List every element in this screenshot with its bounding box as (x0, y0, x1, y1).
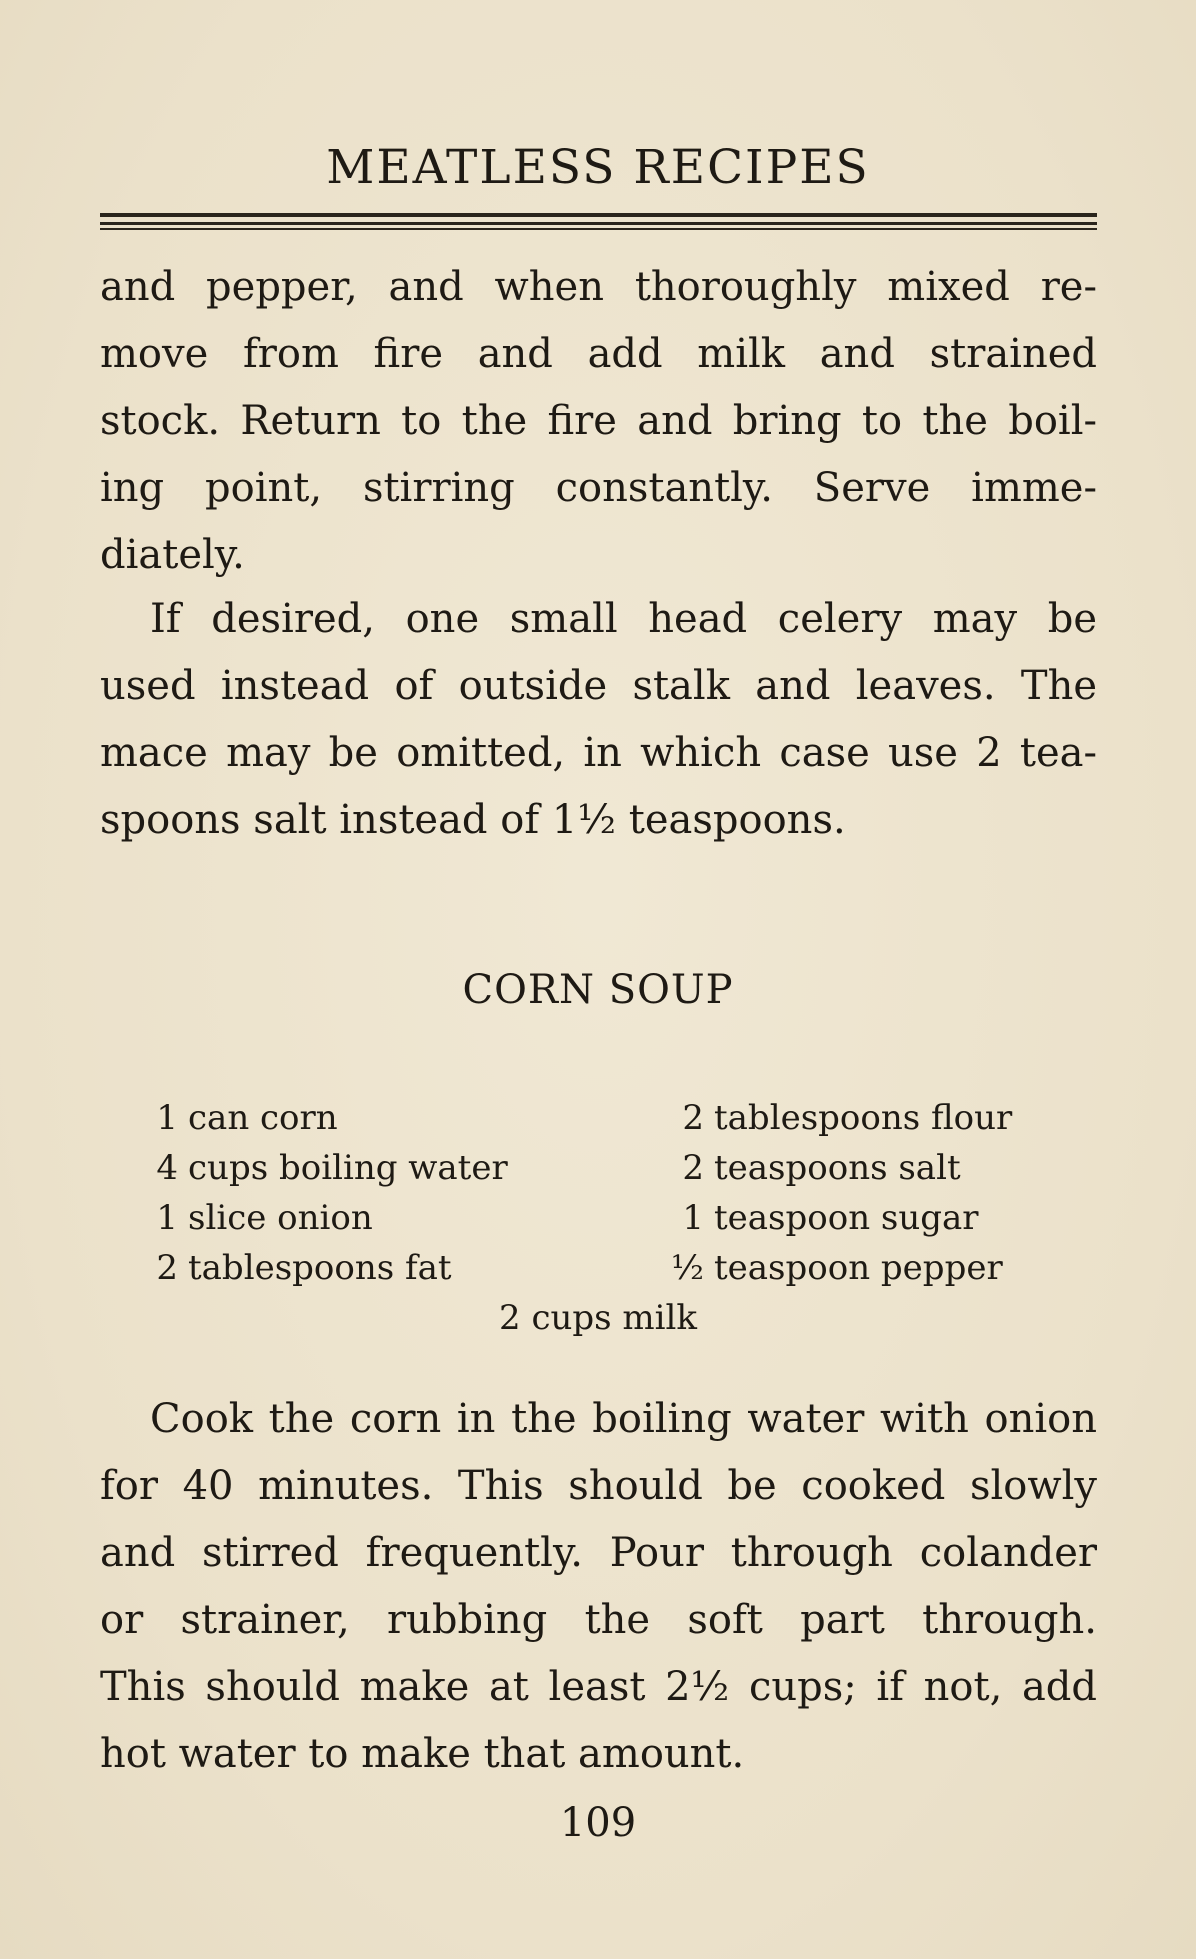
ingredient-quantity: 1 (156, 1098, 178, 1138)
ingredient-item (664, 1193, 979, 1243)
ingredient-quantity: 2 (156, 1248, 178, 1288)
header-rule-middle (100, 222, 1097, 225)
text-line: ing point, stirring constantly. Serve imme- (100, 465, 1097, 511)
header-rule-bottom (100, 228, 1097, 230)
ingredient-name: slice onion (188, 1198, 373, 1238)
ingredient-quantity: ½ (671, 1248, 704, 1288)
text-line: move from fire and add milk and strained (100, 331, 1097, 377)
text-line: stock. Return to the fire and bring to the boil- (100, 398, 1097, 444)
running-header: MEATLESS RECIPES (326, 140, 870, 195)
ingredient-item (664, 1143, 961, 1193)
ingredient-name: teaspoons salt (714, 1148, 961, 1188)
ingredient-quantity: 1 (156, 1198, 178, 1238)
ingredient-quantity: 4 (156, 1148, 178, 1188)
ingredient-name: teaspoon pepper (714, 1248, 1003, 1288)
ingredient-name: can corn (188, 1098, 338, 1138)
ingredient-item-centered: 2 cups milk (499, 1298, 697, 1338)
recipe-title: CORN SOUP (462, 967, 734, 1013)
ingredient-quantity: 1 (682, 1198, 704, 1238)
ingredient-name: cups boiling water (188, 1148, 508, 1188)
text-line: hot water to make that amount. (100, 1731, 745, 1777)
header-rule-top (100, 213, 1097, 217)
ingredient-item (148, 1093, 338, 1143)
ingredient-name: tablespoons fat (188, 1248, 452, 1288)
paragraph-note (100, 586, 1097, 854)
text-line: and stirred frequently. Pour through colander (100, 1530, 1097, 1576)
ingredient-item (148, 1243, 452, 1293)
ingredient-name: tablespoons flour (714, 1098, 1013, 1138)
page-number: 109 (559, 1800, 637, 1846)
text-line: or strainer, rubbing the soft part through. (100, 1597, 1097, 1643)
ingredient-item (664, 1243, 1003, 1293)
ingredient-item (148, 1193, 373, 1243)
ingredient-quantity: 2 (682, 1098, 704, 1138)
text-line: spoons salt instead of 1½ teaspoons. (100, 797, 846, 843)
ingredient-quantity: 2 (682, 1148, 704, 1188)
ingredient-name: teaspoon sugar (714, 1198, 979, 1238)
paragraph-continued (100, 254, 1097, 589)
ingredient-item (664, 1093, 1012, 1143)
text-line: If desired, one small head celery may be (150, 596, 1097, 642)
recipe-directions (100, 1386, 1097, 1788)
text-line: diately. (100, 532, 245, 578)
text-line: and pepper, and when thoroughly mixed re- (100, 264, 1097, 310)
text-line: This should make at least 2½ cups; if not, add (100, 1664, 1097, 1710)
text-line: Cook the corn in the boiling water with onion (150, 1396, 1097, 1442)
ingredient-item (148, 1143, 508, 1193)
text-line: for 40 minutes. This should be cooked slowly (100, 1463, 1097, 1509)
text-line: used instead of outside stalk and leaves. The (100, 663, 1097, 709)
text-line: mace may be omitted, in which case use 2 tea- (100, 730, 1097, 776)
